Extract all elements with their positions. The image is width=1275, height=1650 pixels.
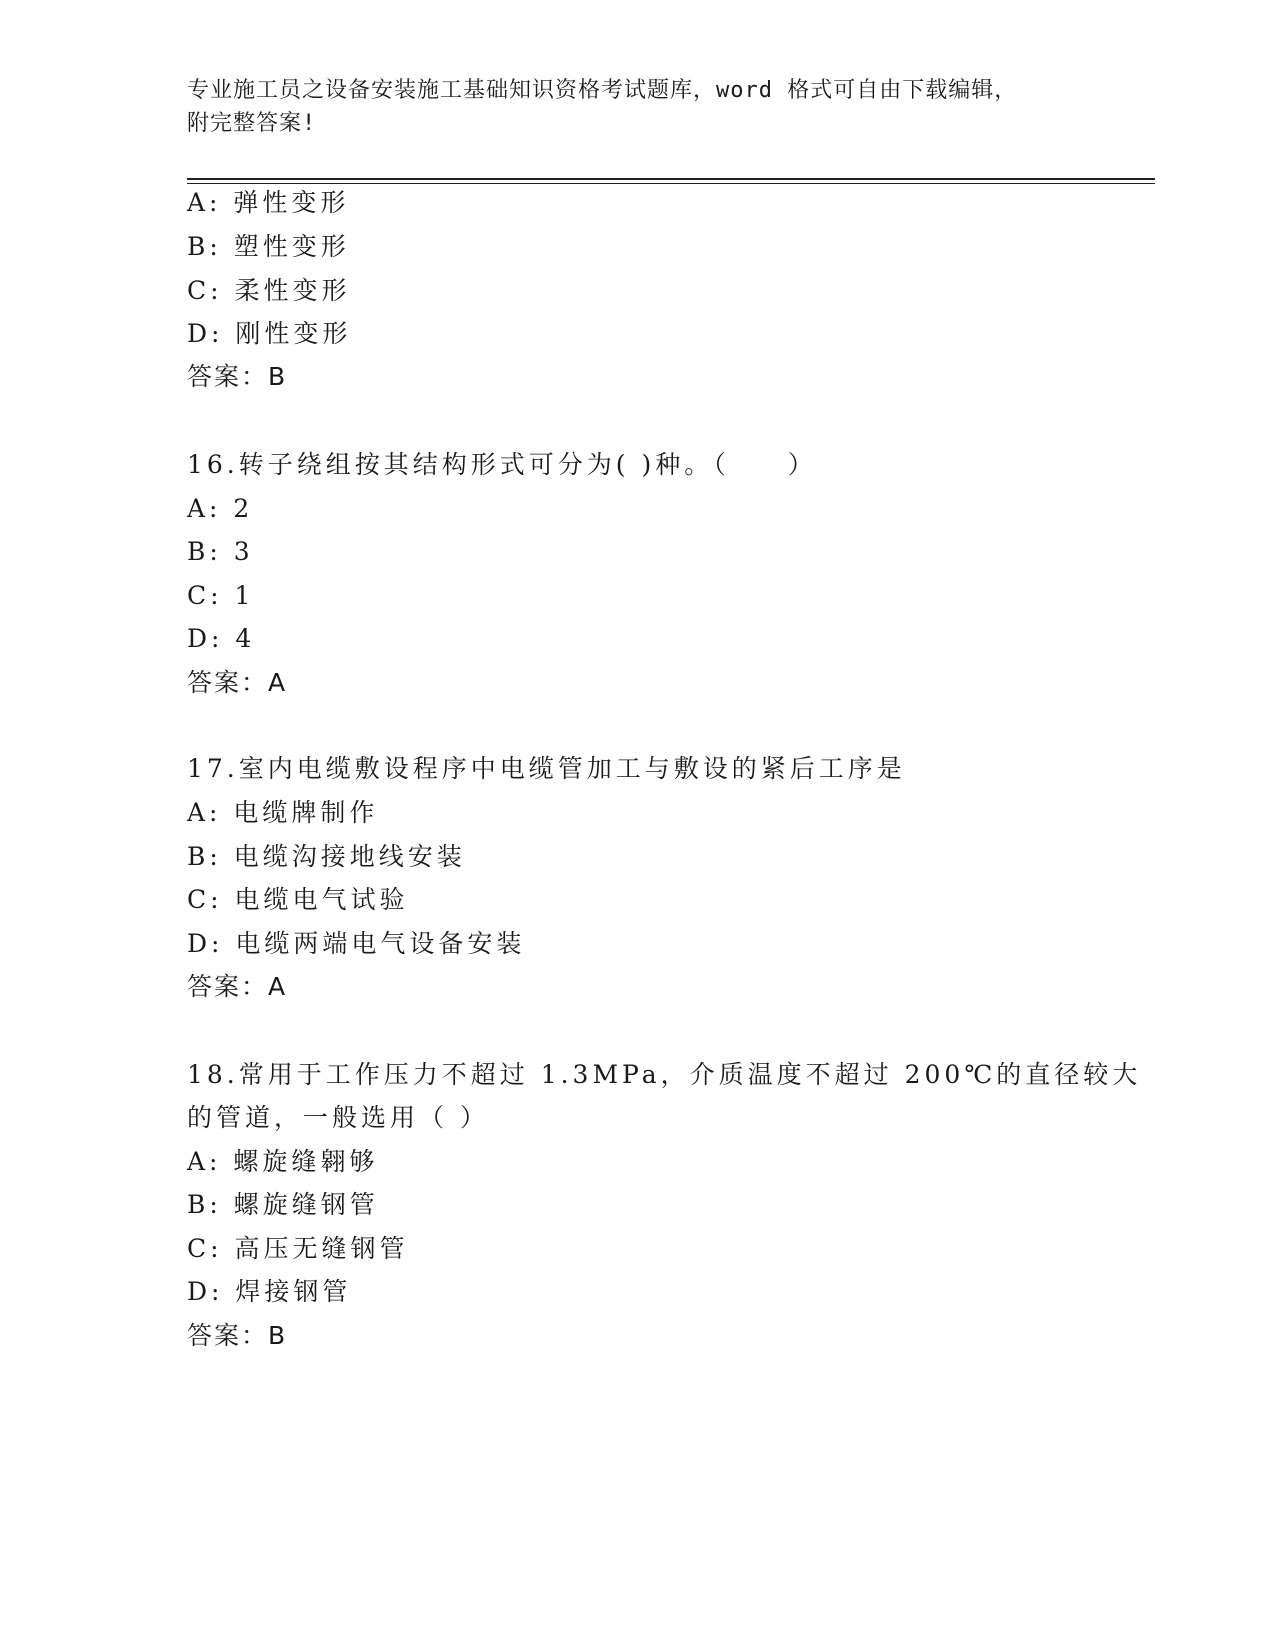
q16-question: 16.转子绕组按其结构形式可分为( )种。（ ） xyxy=(187,450,817,479)
q18-option-b: B: 螺旋缝钢管 xyxy=(187,1190,379,1219)
q16-option-c: C: 1 xyxy=(187,581,255,610)
q18-option-c: C: 高压无缝钢管 xyxy=(187,1234,409,1263)
q18-answer: 答案：B xyxy=(187,1321,288,1350)
q18-option-a: A: 螺旋缝翱够 xyxy=(187,1147,379,1176)
q15-option-d: D: 刚性变形 xyxy=(187,319,352,348)
q17-answer: 答案：A xyxy=(187,972,288,1001)
q18-question-line-2: 的管道，一般选用（ ） xyxy=(187,1103,489,1132)
q15-answer: 答案：B xyxy=(187,362,288,391)
q18-option-d: D: 焊接钢管 xyxy=(187,1277,352,1306)
q16-option-d: D: 4 xyxy=(187,624,256,653)
q16-option-a: A: 2 xyxy=(187,494,254,523)
q18-question-line-1: 18.常用于工作压力不超过 1.3MPa，介质温度不超过 200℃的直径较大 xyxy=(187,1060,1142,1089)
q17-option-d: D: 电缆两端电气设备安装 xyxy=(187,929,526,958)
q17-question: 17.室内电缆敷设程序中电缆管加工与敷设的紧后工序是 xyxy=(187,754,906,783)
document-header xyxy=(187,74,1067,140)
q16-option-b: B: 3 xyxy=(187,537,254,566)
header-line-1: 专业施工员之设备安装施工基础知识资格考试题库，word 格式可自由下载编辑， xyxy=(187,78,1018,103)
header-line-2: 附完整答案! xyxy=(187,111,317,136)
q15-option-a: A: 弹性变形 xyxy=(187,188,350,217)
q15-option-b: B: 塑性变形 xyxy=(187,232,350,261)
header-divider xyxy=(187,178,1155,184)
q15-option-c: C: 柔性变形 xyxy=(187,276,351,305)
q17-option-a: A: 电缆牌制作 xyxy=(187,798,379,827)
q17-option-b: B: 电缆沟接地线安装 xyxy=(187,842,466,871)
q16-answer: 答案：A xyxy=(187,668,288,697)
q17-option-c: C: 电缆电气试验 xyxy=(187,885,409,914)
